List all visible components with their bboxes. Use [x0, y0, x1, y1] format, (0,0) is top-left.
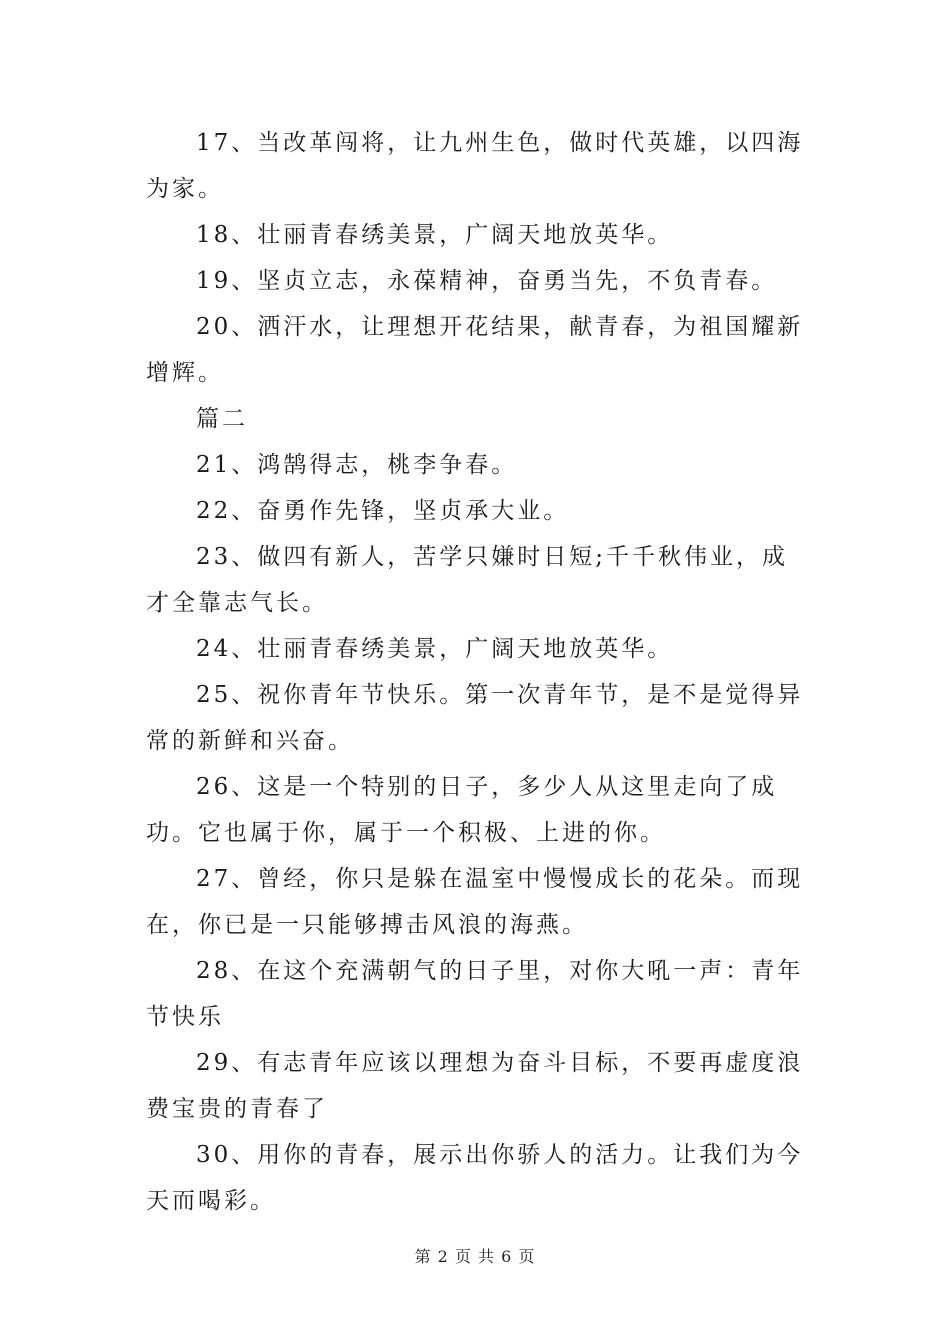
section-heading: 篇二: [196, 406, 248, 432]
paragraph: 21、鸿鹄得志，桃李争春。: [196, 452, 518, 478]
paragraph: 22、奋勇作先锋，坚贞承大业。: [196, 498, 570, 524]
paragraph: 23、做四有新人，苦学只嫌时日短;千千秋伟业，成才全靠志气长。: [146, 544, 789, 616]
paragraph: 28、在这个充满朝气的日子里，对你大吼一声：青年节快乐: [146, 958, 804, 1030]
paragraph: 27、曾经，你只是躲在温室中慢慢成长的花朵。而现在，你已是一只能够搏击风浪的海燕。: [146, 866, 804, 938]
paragraph: 19、坚贞立志，永葆精神，奋勇当先，不负青春。: [196, 268, 778, 294]
paragraph: 25、祝你青年节快乐。第一次青年节，是不是觉得异常的新鲜和兴奋。: [146, 682, 804, 754]
page-number-footer: 第 2 页 共 6 页: [414, 1247, 536, 1266]
paragraph: 18、壮丽青春绣美景，广阔天地放英华。: [196, 222, 674, 248]
paragraph: 30、用你的青春，展示出你骄人的活力。让我们为今天而喝彩。: [146, 1142, 804, 1214]
document-body: [146, 120, 806, 1224]
paragraph: 29、有志青年应该以理想为奋斗目标，不要再虚度浪费宝贵的青春了: [146, 1050, 804, 1122]
paragraph: 26、这是一个特别的日子，多少人从这里走向了成功。它也属于你，属于一个积极、上进的你。: [146, 774, 778, 846]
paragraph: 17、当改革闯将，让九州生色，做时代英雄，以四海为家。: [146, 130, 804, 202]
paragraph: 24、壮丽青春绣美景，广阔天地放英华。: [196, 636, 674, 662]
paragraph: 20、洒汗水，让理想开花结果，献青春，为祖国耀新增辉。: [146, 314, 804, 386]
